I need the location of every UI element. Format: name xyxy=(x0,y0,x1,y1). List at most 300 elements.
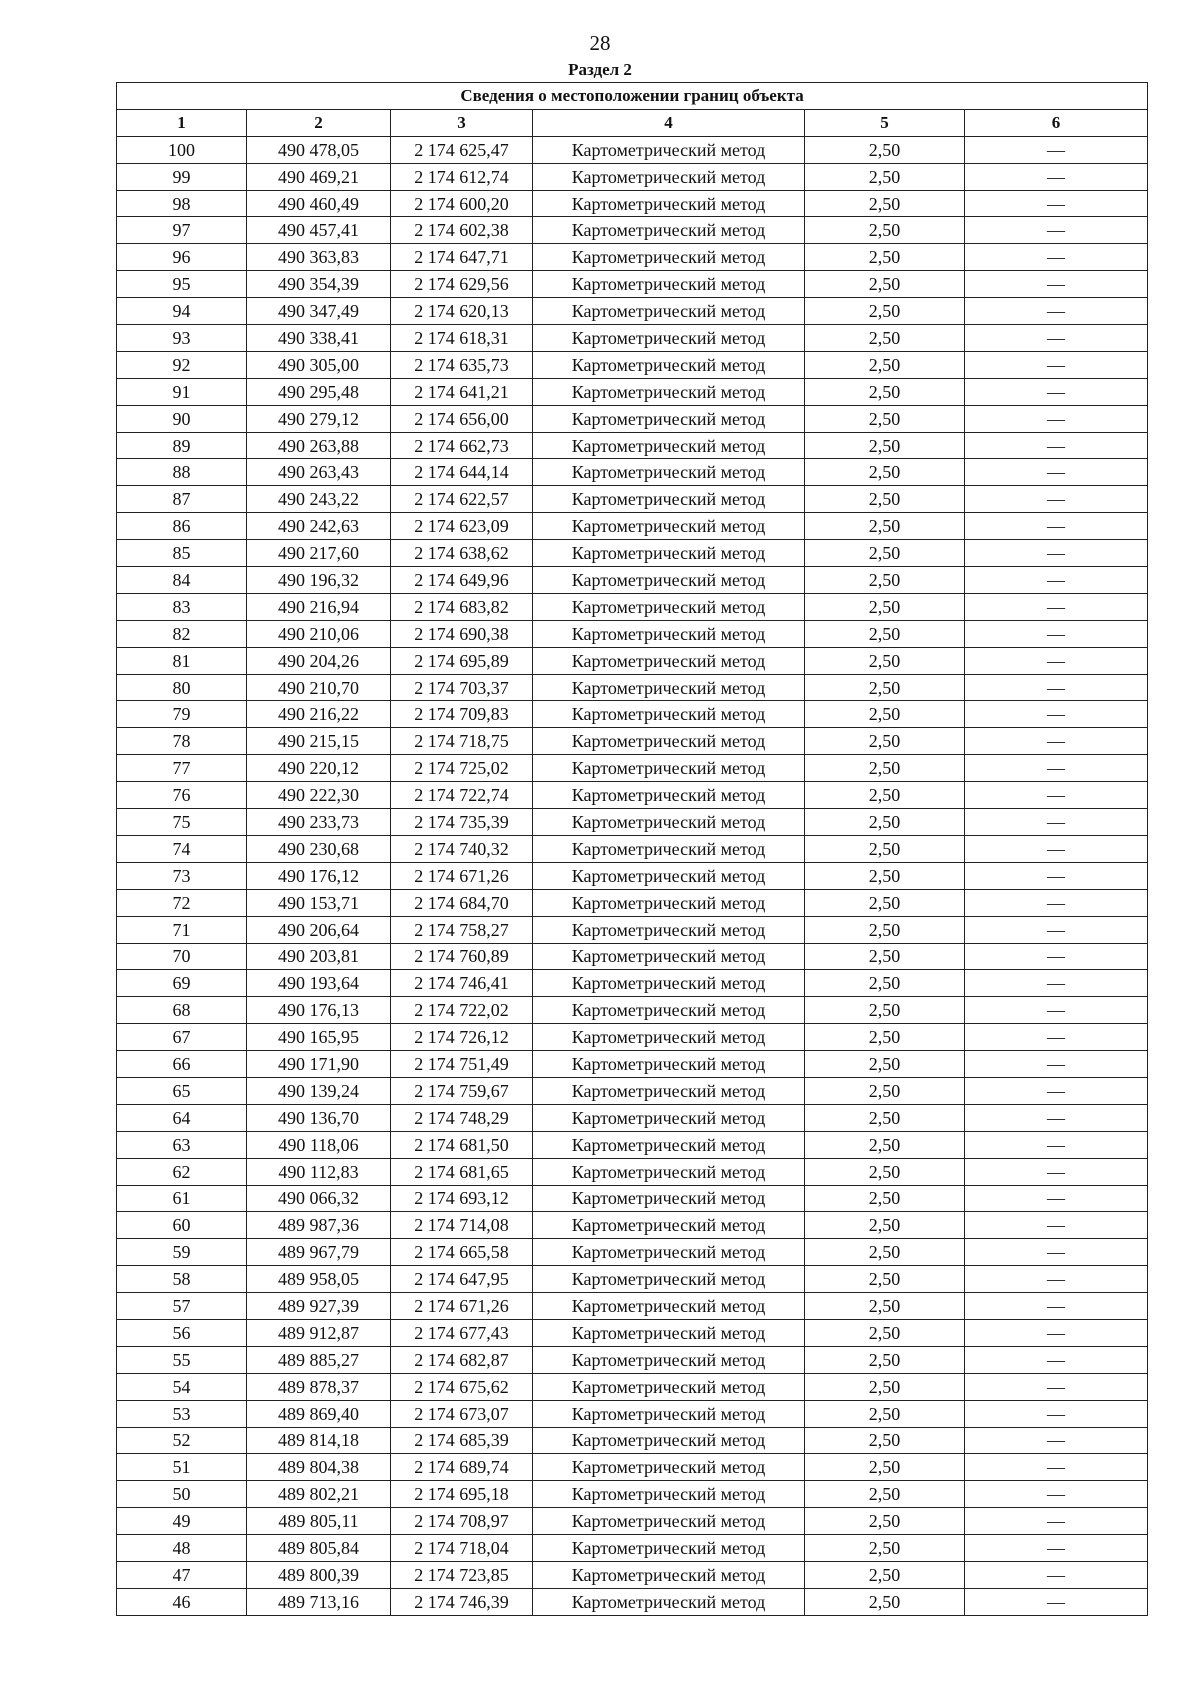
table-row xyxy=(117,593,1148,620)
y-coordinate-cell: 2 174 751,49 xyxy=(391,1051,533,1078)
x-coordinate-cell: 490 220,12 xyxy=(247,755,391,782)
point-number-cell: 100 xyxy=(117,136,247,163)
accuracy-cell: 2,50 xyxy=(805,782,965,809)
x-coordinate-cell: 490 295,48 xyxy=(247,378,391,405)
method-cell: Картометрический метод xyxy=(533,513,805,540)
method-cell: Картометрический метод xyxy=(533,163,805,190)
point-number-cell: 95 xyxy=(117,271,247,298)
point-number-cell: 82 xyxy=(117,620,247,647)
table-row xyxy=(117,513,1148,540)
description-cell: — xyxy=(965,862,1148,889)
x-coordinate-cell: 490 171,90 xyxy=(247,1051,391,1078)
y-coordinate-cell: 2 174 623,09 xyxy=(391,513,533,540)
point-number-cell: 46 xyxy=(117,1588,247,1615)
accuracy-cell: 2,50 xyxy=(805,1427,965,1454)
method-cell: Картометрический метод xyxy=(533,1158,805,1185)
table-row xyxy=(117,1212,1148,1239)
description-cell: — xyxy=(965,298,1148,325)
x-coordinate-cell: 489 805,11 xyxy=(247,1508,391,1535)
table-row xyxy=(117,486,1148,513)
accuracy-cell: 2,50 xyxy=(805,1454,965,1481)
y-coordinate-cell: 2 174 689,74 xyxy=(391,1454,533,1481)
method-cell: Картометрический метод xyxy=(533,325,805,352)
x-coordinate-cell: 490 279,12 xyxy=(247,405,391,432)
accuracy-cell: 2,50 xyxy=(805,1319,965,1346)
method-cell: Картометрический метод xyxy=(533,943,805,970)
accuracy-cell: 2,50 xyxy=(805,513,965,540)
point-number-cell: 67 xyxy=(117,1024,247,1051)
point-number-cell: 87 xyxy=(117,486,247,513)
x-coordinate-cell: 490 215,15 xyxy=(247,728,391,755)
y-coordinate-cell: 2 174 740,32 xyxy=(391,835,533,862)
accuracy-cell: 2,50 xyxy=(805,755,965,782)
description-cell: — xyxy=(965,889,1148,916)
column-header-4: 4 xyxy=(533,109,805,136)
method-cell: Картометрический метод xyxy=(533,1346,805,1373)
description-cell: — xyxy=(965,997,1148,1024)
method-cell: Картометрический метод xyxy=(533,755,805,782)
y-coordinate-cell: 2 174 748,29 xyxy=(391,1104,533,1131)
table-row xyxy=(117,567,1148,594)
description-cell: — xyxy=(965,1024,1148,1051)
y-coordinate-cell: 2 174 708,97 xyxy=(391,1508,533,1535)
point-number-cell: 51 xyxy=(117,1454,247,1481)
method-cell: Картометрический метод xyxy=(533,1051,805,1078)
description-cell: — xyxy=(965,835,1148,862)
y-coordinate-cell: 2 174 703,37 xyxy=(391,674,533,701)
y-coordinate-cell: 2 174 693,12 xyxy=(391,1185,533,1212)
table-row xyxy=(117,432,1148,459)
method-cell: Картометрический метод xyxy=(533,1104,805,1131)
y-coordinate-cell: 2 174 718,04 xyxy=(391,1535,533,1562)
point-number-cell: 92 xyxy=(117,351,247,378)
point-number-cell: 89 xyxy=(117,432,247,459)
accuracy-cell: 2,50 xyxy=(805,620,965,647)
table-row xyxy=(117,1024,1148,1051)
description-cell: — xyxy=(965,1319,1148,1346)
table-row xyxy=(117,351,1148,378)
description-cell: — xyxy=(965,1266,1148,1293)
point-number-cell: 48 xyxy=(117,1535,247,1562)
point-number-cell: 72 xyxy=(117,889,247,916)
y-coordinate-cell: 2 174 718,75 xyxy=(391,728,533,755)
accuracy-cell: 2,50 xyxy=(805,674,965,701)
table-row xyxy=(117,190,1148,217)
description-cell: — xyxy=(965,593,1148,620)
method-cell: Картометрический метод xyxy=(533,593,805,620)
y-coordinate-cell: 2 174 673,07 xyxy=(391,1400,533,1427)
method-cell: Картометрический метод xyxy=(533,351,805,378)
point-number-cell: 47 xyxy=(117,1561,247,1588)
x-coordinate-cell: 490 136,70 xyxy=(247,1104,391,1131)
point-number-cell: 86 xyxy=(117,513,247,540)
description-cell: — xyxy=(965,325,1148,352)
method-cell: Картометрический метод xyxy=(533,1454,805,1481)
method-cell: Картометрический метод xyxy=(533,889,805,916)
y-coordinate-cell: 2 174 677,43 xyxy=(391,1319,533,1346)
method-cell: Картометрический метод xyxy=(533,1024,805,1051)
table-row xyxy=(117,1400,1148,1427)
method-cell: Картометрический метод xyxy=(533,244,805,271)
point-number-cell: 54 xyxy=(117,1373,247,1400)
table-row xyxy=(117,1427,1148,1454)
table-row xyxy=(117,1077,1148,1104)
x-coordinate-cell: 489 958,05 xyxy=(247,1266,391,1293)
table-row xyxy=(117,620,1148,647)
point-number-cell: 78 xyxy=(117,728,247,755)
y-coordinate-cell: 2 174 725,02 xyxy=(391,755,533,782)
x-coordinate-cell: 490 230,68 xyxy=(247,835,391,862)
table-row xyxy=(117,809,1148,836)
method-cell: Картометрический метод xyxy=(533,1588,805,1615)
boundary-coordinates-table xyxy=(116,82,1148,1616)
x-coordinate-cell: 489 804,38 xyxy=(247,1454,391,1481)
point-number-cell: 61 xyxy=(117,1185,247,1212)
y-coordinate-cell: 2 174 612,74 xyxy=(391,163,533,190)
x-coordinate-cell: 489 713,16 xyxy=(247,1588,391,1615)
method-cell: Картометрический метод xyxy=(533,862,805,889)
x-coordinate-cell: 490 139,24 xyxy=(247,1077,391,1104)
x-coordinate-cell: 489 927,39 xyxy=(247,1293,391,1320)
description-cell: — xyxy=(965,1346,1148,1373)
point-number-cell: 73 xyxy=(117,862,247,889)
point-number-cell: 75 xyxy=(117,809,247,836)
table-row xyxy=(117,163,1148,190)
description-cell: — xyxy=(965,1508,1148,1535)
x-coordinate-cell: 490 216,22 xyxy=(247,701,391,728)
accuracy-cell: 2,50 xyxy=(805,970,965,997)
accuracy-cell: 2,50 xyxy=(805,1293,965,1320)
table-row xyxy=(117,217,1148,244)
point-number-cell: 97 xyxy=(117,217,247,244)
y-coordinate-cell: 2 174 681,65 xyxy=(391,1158,533,1185)
method-cell: Картометрический метод xyxy=(533,1131,805,1158)
y-coordinate-cell: 2 174 671,26 xyxy=(391,862,533,889)
description-cell: — xyxy=(965,405,1148,432)
method-cell: Картометрический метод xyxy=(533,1508,805,1535)
table-row xyxy=(117,970,1148,997)
table-row xyxy=(117,1454,1148,1481)
x-coordinate-cell: 489 987,36 xyxy=(247,1212,391,1239)
x-coordinate-cell: 489 800,39 xyxy=(247,1561,391,1588)
accuracy-cell: 2,50 xyxy=(805,1212,965,1239)
table-row xyxy=(117,755,1148,782)
accuracy-cell: 2,50 xyxy=(805,728,965,755)
method-cell: Картометрический метод xyxy=(533,1373,805,1400)
accuracy-cell: 2,50 xyxy=(805,1158,965,1185)
method-cell: Картометрический метод xyxy=(533,809,805,836)
table-row xyxy=(117,674,1148,701)
point-number-cell: 65 xyxy=(117,1077,247,1104)
point-number-cell: 99 xyxy=(117,163,247,190)
description-cell: — xyxy=(965,970,1148,997)
point-number-cell: 59 xyxy=(117,1239,247,1266)
x-coordinate-cell: 490 263,43 xyxy=(247,459,391,486)
table-row xyxy=(117,835,1148,862)
table-row xyxy=(117,997,1148,1024)
x-coordinate-cell: 490 347,49 xyxy=(247,298,391,325)
method-cell: Картометрический метод xyxy=(533,674,805,701)
accuracy-cell: 2,50 xyxy=(805,1185,965,1212)
point-number-cell: 69 xyxy=(117,970,247,997)
x-coordinate-cell: 489 912,87 xyxy=(247,1319,391,1346)
description-cell: — xyxy=(965,190,1148,217)
x-coordinate-cell: 489 814,18 xyxy=(247,1427,391,1454)
point-number-cell: 81 xyxy=(117,647,247,674)
table-row xyxy=(117,1185,1148,1212)
accuracy-cell: 2,50 xyxy=(805,298,965,325)
description-cell: — xyxy=(965,217,1148,244)
y-coordinate-cell: 2 174 714,08 xyxy=(391,1212,533,1239)
accuracy-cell: 2,50 xyxy=(805,217,965,244)
description-cell: — xyxy=(965,1077,1148,1104)
x-coordinate-cell: 490 118,06 xyxy=(247,1131,391,1158)
method-cell: Картометрический метод xyxy=(533,970,805,997)
description-cell: — xyxy=(965,271,1148,298)
table-row xyxy=(117,1481,1148,1508)
y-coordinate-cell: 2 174 760,89 xyxy=(391,943,533,970)
y-coordinate-cell: 2 174 735,39 xyxy=(391,809,533,836)
x-coordinate-cell: 490 338,41 xyxy=(247,325,391,352)
section-title: Раздел 2 xyxy=(568,60,632,79)
accuracy-cell: 2,50 xyxy=(805,1051,965,1078)
method-cell: Картометрический метод xyxy=(533,647,805,674)
method-cell: Картометрический метод xyxy=(533,1400,805,1427)
point-number-cell: 63 xyxy=(117,1131,247,1158)
x-coordinate-cell: 489 805,84 xyxy=(247,1535,391,1562)
y-coordinate-cell: 2 174 644,14 xyxy=(391,459,533,486)
accuracy-cell: 2,50 xyxy=(805,244,965,271)
point-number-cell: 52 xyxy=(117,1427,247,1454)
table-row xyxy=(117,647,1148,674)
y-coordinate-cell: 2 174 722,02 xyxy=(391,997,533,1024)
point-number-cell: 76 xyxy=(117,782,247,809)
x-coordinate-cell: 490 478,05 xyxy=(247,136,391,163)
method-cell: Картометрический метод xyxy=(533,997,805,1024)
table-row xyxy=(117,728,1148,755)
method-cell: Картометрический метод xyxy=(533,728,805,755)
x-coordinate-cell: 490 206,64 xyxy=(247,916,391,943)
y-coordinate-cell: 2 174 695,18 xyxy=(391,1481,533,1508)
accuracy-cell: 2,50 xyxy=(805,567,965,594)
point-number-cell: 94 xyxy=(117,298,247,325)
table-row xyxy=(117,136,1148,163)
table-row xyxy=(117,889,1148,916)
description-cell: — xyxy=(965,513,1148,540)
method-cell: Картометрический метод xyxy=(533,136,805,163)
y-coordinate-cell: 2 174 665,58 xyxy=(391,1239,533,1266)
description-cell: — xyxy=(965,755,1148,782)
point-number-cell: 55 xyxy=(117,1346,247,1373)
accuracy-cell: 2,50 xyxy=(805,862,965,889)
x-coordinate-cell: 490 165,95 xyxy=(247,1024,391,1051)
table-row xyxy=(117,1508,1148,1535)
method-cell: Картометрический метод xyxy=(533,1239,805,1266)
description-cell: — xyxy=(965,432,1148,459)
x-coordinate-cell: 490 216,94 xyxy=(247,593,391,620)
x-coordinate-cell: 490 457,41 xyxy=(247,217,391,244)
y-coordinate-cell: 2 174 722,74 xyxy=(391,782,533,809)
y-coordinate-cell: 2 174 641,21 xyxy=(391,378,533,405)
y-coordinate-cell: 2 174 647,95 xyxy=(391,1266,533,1293)
accuracy-cell: 2,50 xyxy=(805,136,965,163)
method-cell: Картометрический метод xyxy=(533,1535,805,1562)
accuracy-cell: 2,50 xyxy=(805,540,965,567)
accuracy-cell: 2,50 xyxy=(805,432,965,459)
accuracy-cell: 2,50 xyxy=(805,163,965,190)
method-cell: Картометрический метод xyxy=(533,782,805,809)
table-head xyxy=(117,83,1148,137)
description-cell: — xyxy=(965,1212,1148,1239)
y-coordinate-cell: 2 174 746,41 xyxy=(391,970,533,997)
description-cell: — xyxy=(965,1158,1148,1185)
description-cell: — xyxy=(965,1104,1148,1131)
accuracy-cell: 2,50 xyxy=(805,809,965,836)
y-coordinate-cell: 2 174 671,26 xyxy=(391,1293,533,1320)
point-number-cell: 90 xyxy=(117,405,247,432)
y-coordinate-cell: 2 174 746,39 xyxy=(391,1588,533,1615)
method-cell: Картометрический метод xyxy=(533,620,805,647)
description-cell: — xyxy=(965,1051,1148,1078)
method-cell: Картометрический метод xyxy=(533,405,805,432)
accuracy-cell: 2,50 xyxy=(805,1508,965,1535)
caption-row xyxy=(117,83,1148,110)
point-number-cell: 77 xyxy=(117,755,247,782)
method-cell: Картометрический метод xyxy=(533,1481,805,1508)
accuracy-cell: 2,50 xyxy=(805,486,965,513)
table-row xyxy=(117,459,1148,486)
method-cell: Картометрический метод xyxy=(533,835,805,862)
point-number-cell: 49 xyxy=(117,1508,247,1535)
accuracy-cell: 2,50 xyxy=(805,1346,965,1373)
description-cell: — xyxy=(965,540,1148,567)
x-coordinate-cell: 490 112,83 xyxy=(247,1158,391,1185)
column-header-1: 1 xyxy=(117,109,247,136)
x-coordinate-cell: 490 222,30 xyxy=(247,782,391,809)
column-header-6: 6 xyxy=(965,109,1148,136)
y-coordinate-cell: 2 174 726,12 xyxy=(391,1024,533,1051)
table-row xyxy=(117,1535,1148,1562)
x-coordinate-cell: 490 263,88 xyxy=(247,432,391,459)
accuracy-cell: 2,50 xyxy=(805,1077,965,1104)
y-coordinate-cell: 2 174 629,56 xyxy=(391,271,533,298)
point-number-cell: 96 xyxy=(117,244,247,271)
table-row xyxy=(117,782,1148,809)
table-row xyxy=(117,540,1148,567)
table-row xyxy=(117,943,1148,970)
description-cell: — xyxy=(965,674,1148,701)
point-number-cell: 93 xyxy=(117,325,247,352)
column-header-2: 2 xyxy=(247,109,391,136)
method-cell: Картометрический метод xyxy=(533,916,805,943)
y-coordinate-cell: 2 174 625,47 xyxy=(391,136,533,163)
description-cell: — xyxy=(965,244,1148,271)
method-cell: Картометрический метод xyxy=(533,540,805,567)
description-cell: — xyxy=(965,1185,1148,1212)
table-row xyxy=(117,1239,1148,1266)
x-coordinate-cell: 490 203,81 xyxy=(247,943,391,970)
accuracy-cell: 2,50 xyxy=(805,701,965,728)
y-coordinate-cell: 2 174 662,73 xyxy=(391,432,533,459)
method-cell: Картометрический метод xyxy=(533,298,805,325)
x-coordinate-cell: 490 242,63 xyxy=(247,513,391,540)
table-row xyxy=(117,1266,1148,1293)
x-coordinate-cell: 490 233,73 xyxy=(247,809,391,836)
accuracy-cell: 2,50 xyxy=(805,1266,965,1293)
table-row xyxy=(117,271,1148,298)
point-number-cell: 56 xyxy=(117,1319,247,1346)
table-body xyxy=(117,136,1148,1615)
page-number: 28 xyxy=(589,31,611,55)
point-number-cell: 79 xyxy=(117,701,247,728)
table-row xyxy=(117,1293,1148,1320)
description-cell: — xyxy=(965,943,1148,970)
x-coordinate-cell: 490 460,49 xyxy=(247,190,391,217)
x-coordinate-cell: 490 469,21 xyxy=(247,163,391,190)
method-cell: Картометрический метод xyxy=(533,271,805,298)
y-coordinate-cell: 2 174 758,27 xyxy=(391,916,533,943)
point-number-cell: 80 xyxy=(117,674,247,701)
x-coordinate-cell: 490 204,26 xyxy=(247,647,391,674)
method-cell: Картометрический метод xyxy=(533,1212,805,1239)
accuracy-cell: 2,50 xyxy=(805,889,965,916)
method-cell: Картометрический метод xyxy=(533,217,805,244)
y-coordinate-cell: 2 174 709,83 xyxy=(391,701,533,728)
point-number-cell: 74 xyxy=(117,835,247,862)
accuracy-cell: 2,50 xyxy=(805,325,965,352)
method-cell: Картометрический метод xyxy=(533,378,805,405)
accuracy-cell: 2,50 xyxy=(805,1131,965,1158)
point-number-cell: 85 xyxy=(117,540,247,567)
description-cell: — xyxy=(965,351,1148,378)
description-cell: — xyxy=(965,1481,1148,1508)
description-cell: — xyxy=(965,1561,1148,1588)
y-coordinate-cell: 2 174 638,62 xyxy=(391,540,533,567)
accuracy-cell: 2,50 xyxy=(805,1588,965,1615)
y-coordinate-cell: 2 174 759,67 xyxy=(391,1077,533,1104)
y-coordinate-cell: 2 174 647,71 xyxy=(391,244,533,271)
table-row xyxy=(117,1319,1148,1346)
x-coordinate-cell: 490 066,32 xyxy=(247,1185,391,1212)
description-cell: — xyxy=(965,1131,1148,1158)
point-number-cell: 88 xyxy=(117,459,247,486)
point-number-cell: 70 xyxy=(117,943,247,970)
point-number-cell: 58 xyxy=(117,1266,247,1293)
y-coordinate-cell: 2 174 681,50 xyxy=(391,1131,533,1158)
description-cell: — xyxy=(965,916,1148,943)
method-cell: Картометрический метод xyxy=(533,190,805,217)
y-coordinate-cell: 2 174 683,82 xyxy=(391,593,533,620)
accuracy-cell: 2,50 xyxy=(805,997,965,1024)
point-number-cell: 98 xyxy=(117,190,247,217)
point-number-cell: 91 xyxy=(117,378,247,405)
y-coordinate-cell: 2 174 723,85 xyxy=(391,1561,533,1588)
table-row xyxy=(117,1051,1148,1078)
point-number-cell: 60 xyxy=(117,1212,247,1239)
method-cell: Картометрический метод xyxy=(533,1319,805,1346)
y-coordinate-cell: 2 174 602,38 xyxy=(391,217,533,244)
point-number-cell: 62 xyxy=(117,1158,247,1185)
description-cell: — xyxy=(965,1454,1148,1481)
accuracy-cell: 2,50 xyxy=(805,835,965,862)
y-coordinate-cell: 2 174 690,38 xyxy=(391,620,533,647)
description-cell: — xyxy=(965,567,1148,594)
accuracy-cell: 2,50 xyxy=(805,378,965,405)
y-coordinate-cell: 2 174 649,96 xyxy=(391,567,533,594)
table-row xyxy=(117,1158,1148,1185)
y-coordinate-cell: 2 174 600,20 xyxy=(391,190,533,217)
method-cell: Картометрический метод xyxy=(533,1077,805,1104)
